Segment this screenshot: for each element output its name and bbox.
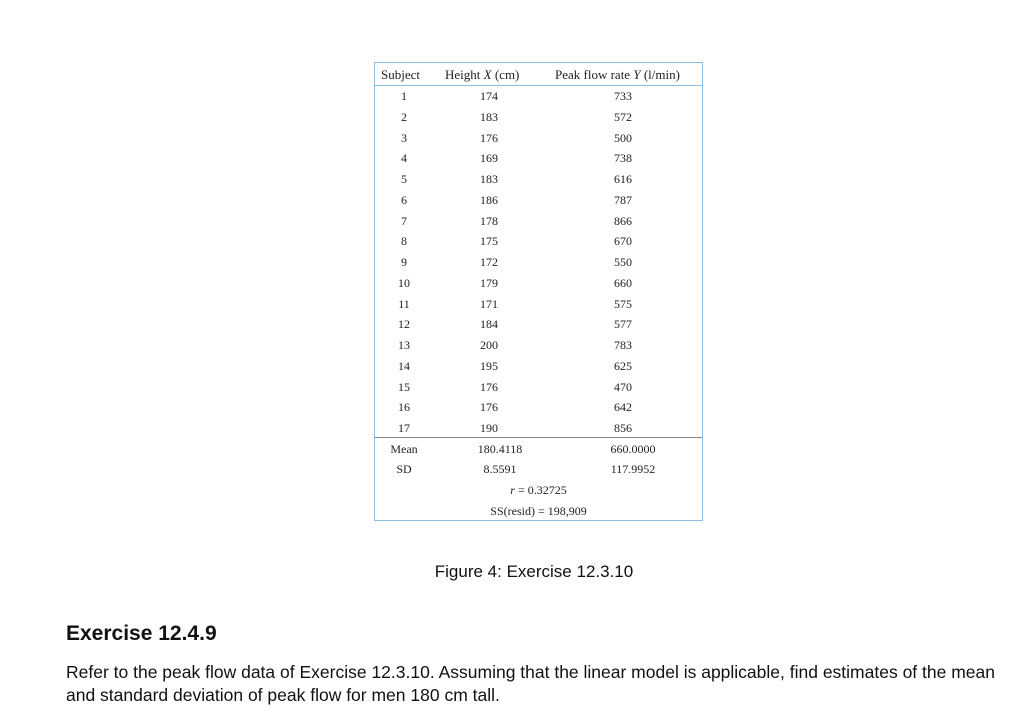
cell-peak-flow: 625 [614,358,632,373]
cell-height: 174 [480,89,498,103]
cell-height: 176 [480,379,498,394]
exercise-title: Exercise 12.4.9 [66,622,217,645]
sd-height: 8.5591 [483,462,517,476]
table-row [375,168,702,189]
cell-subject: 17 [398,421,410,435]
data-table-figure [374,62,703,521]
cell-height: 171 [480,296,498,311]
table-row [375,313,702,334]
header-subject: Subject [381,67,420,82]
cell-subject: 14 [398,358,410,373]
cell-height: 183 [480,109,498,124]
header-height [445,67,519,83]
exercise-body: Refer to the peak flow data of Exercise 12.3.10. Assuming that the linear model is applicable, find estimates of the mean and standard deviation of peak flow for men 180 cm tall. [66,662,995,705]
table-body [375,85,702,438]
cell-peak-flow: 470 [614,379,632,394]
cell-subject: 10 [398,275,410,290]
cell-subject: 12 [398,317,410,332]
cell-peak-flow: 783 [614,338,632,352]
table-row [375,210,702,231]
cell-peak-flow: 733 [614,89,632,103]
header-peak-prefix: Peak flow rate [555,67,634,82]
table-row [375,417,702,438]
stats-divider [375,437,702,438]
cell-subject: 8 [401,234,407,249]
cell-peak-flow: 500 [614,130,632,145]
cell-peak-flow: 670 [614,234,632,249]
cell-height: 200 [480,338,498,352]
sd-peak: 117.9952 [610,462,656,476]
cell-peak-flow: 642 [614,400,632,415]
header-peak-suffix: (l/min) [640,67,680,82]
table-row [375,293,702,314]
r-value: = 0.32725 [514,483,567,497]
table-row [375,355,702,376]
cell-subject: 3 [401,130,407,145]
cell-peak-flow: 738 [614,151,632,166]
cell-height: 195 [480,358,498,373]
cell-peak-flow: 660 [614,275,632,290]
mean-label: Mean [390,442,418,456]
cell-height: 175 [480,234,498,249]
table-row [375,189,702,210]
table-row [375,106,702,127]
cell-subject: 7 [401,213,407,228]
cell-subject: 5 [401,172,407,186]
table-row [375,251,702,272]
cell-height: 183 [480,172,498,186]
table-row [375,230,702,251]
cell-peak-flow: 866 [614,213,632,228]
mean-peak: 660.0000 [610,442,656,456]
cell-subject: 4 [401,151,407,166]
cell-peak-flow: 550 [614,255,632,269]
cell-height: 186 [480,192,498,207]
cell-subject: 9 [401,255,407,269]
cell-peak-flow: 856 [614,421,632,435]
cell-subject: 11 [398,296,410,311]
table-row [375,334,702,355]
cell-subject: 6 [401,192,407,207]
sd-label: SD [396,462,412,476]
table-row [375,147,702,168]
mean-row [375,442,702,462]
cell-height: 172 [480,255,498,269]
cell-peak-flow: 577 [614,317,632,332]
r-variable: r [510,483,515,497]
header-peak-flow [555,67,680,83]
cell-height: 169 [480,151,498,166]
table-header [375,63,702,86]
cell-peak-flow: 572 [614,109,632,124]
header-peak-var: Y [633,67,641,82]
cell-height: 176 [480,130,498,145]
header-height-var: X [483,67,492,82]
cell-subject: 13 [398,338,410,352]
cell-height: 178 [480,213,498,228]
cell-height: 176 [480,400,498,415]
figure-caption: Figure 4: Exercise 12.3.10 [434,562,634,581]
cell-subject: 2 [401,109,407,124]
table-row [375,272,702,293]
correlation-line [375,483,702,498]
cell-subject: 15 [398,379,410,394]
table-row [375,376,702,397]
header-height-suffix: (cm) [491,67,520,82]
ss-resid-line: SS(resid) = 198,909 [490,504,587,518]
cell-peak-flow: 616 [614,172,632,186]
cell-height: 190 [480,421,498,435]
table-row [375,396,702,417]
header-height-prefix: Height [445,67,484,82]
mean-height: 180.4118 [477,442,523,456]
cell-subject: 16 [398,400,410,415]
table-row [375,127,702,148]
table-row [375,85,702,106]
cell-peak-flow: 575 [614,296,632,311]
cell-peak-flow: 787 [614,192,632,207]
sd-row [375,462,702,482]
cell-subject: 1 [401,89,407,103]
cell-height: 184 [480,317,498,332]
cell-height: 179 [480,275,498,290]
